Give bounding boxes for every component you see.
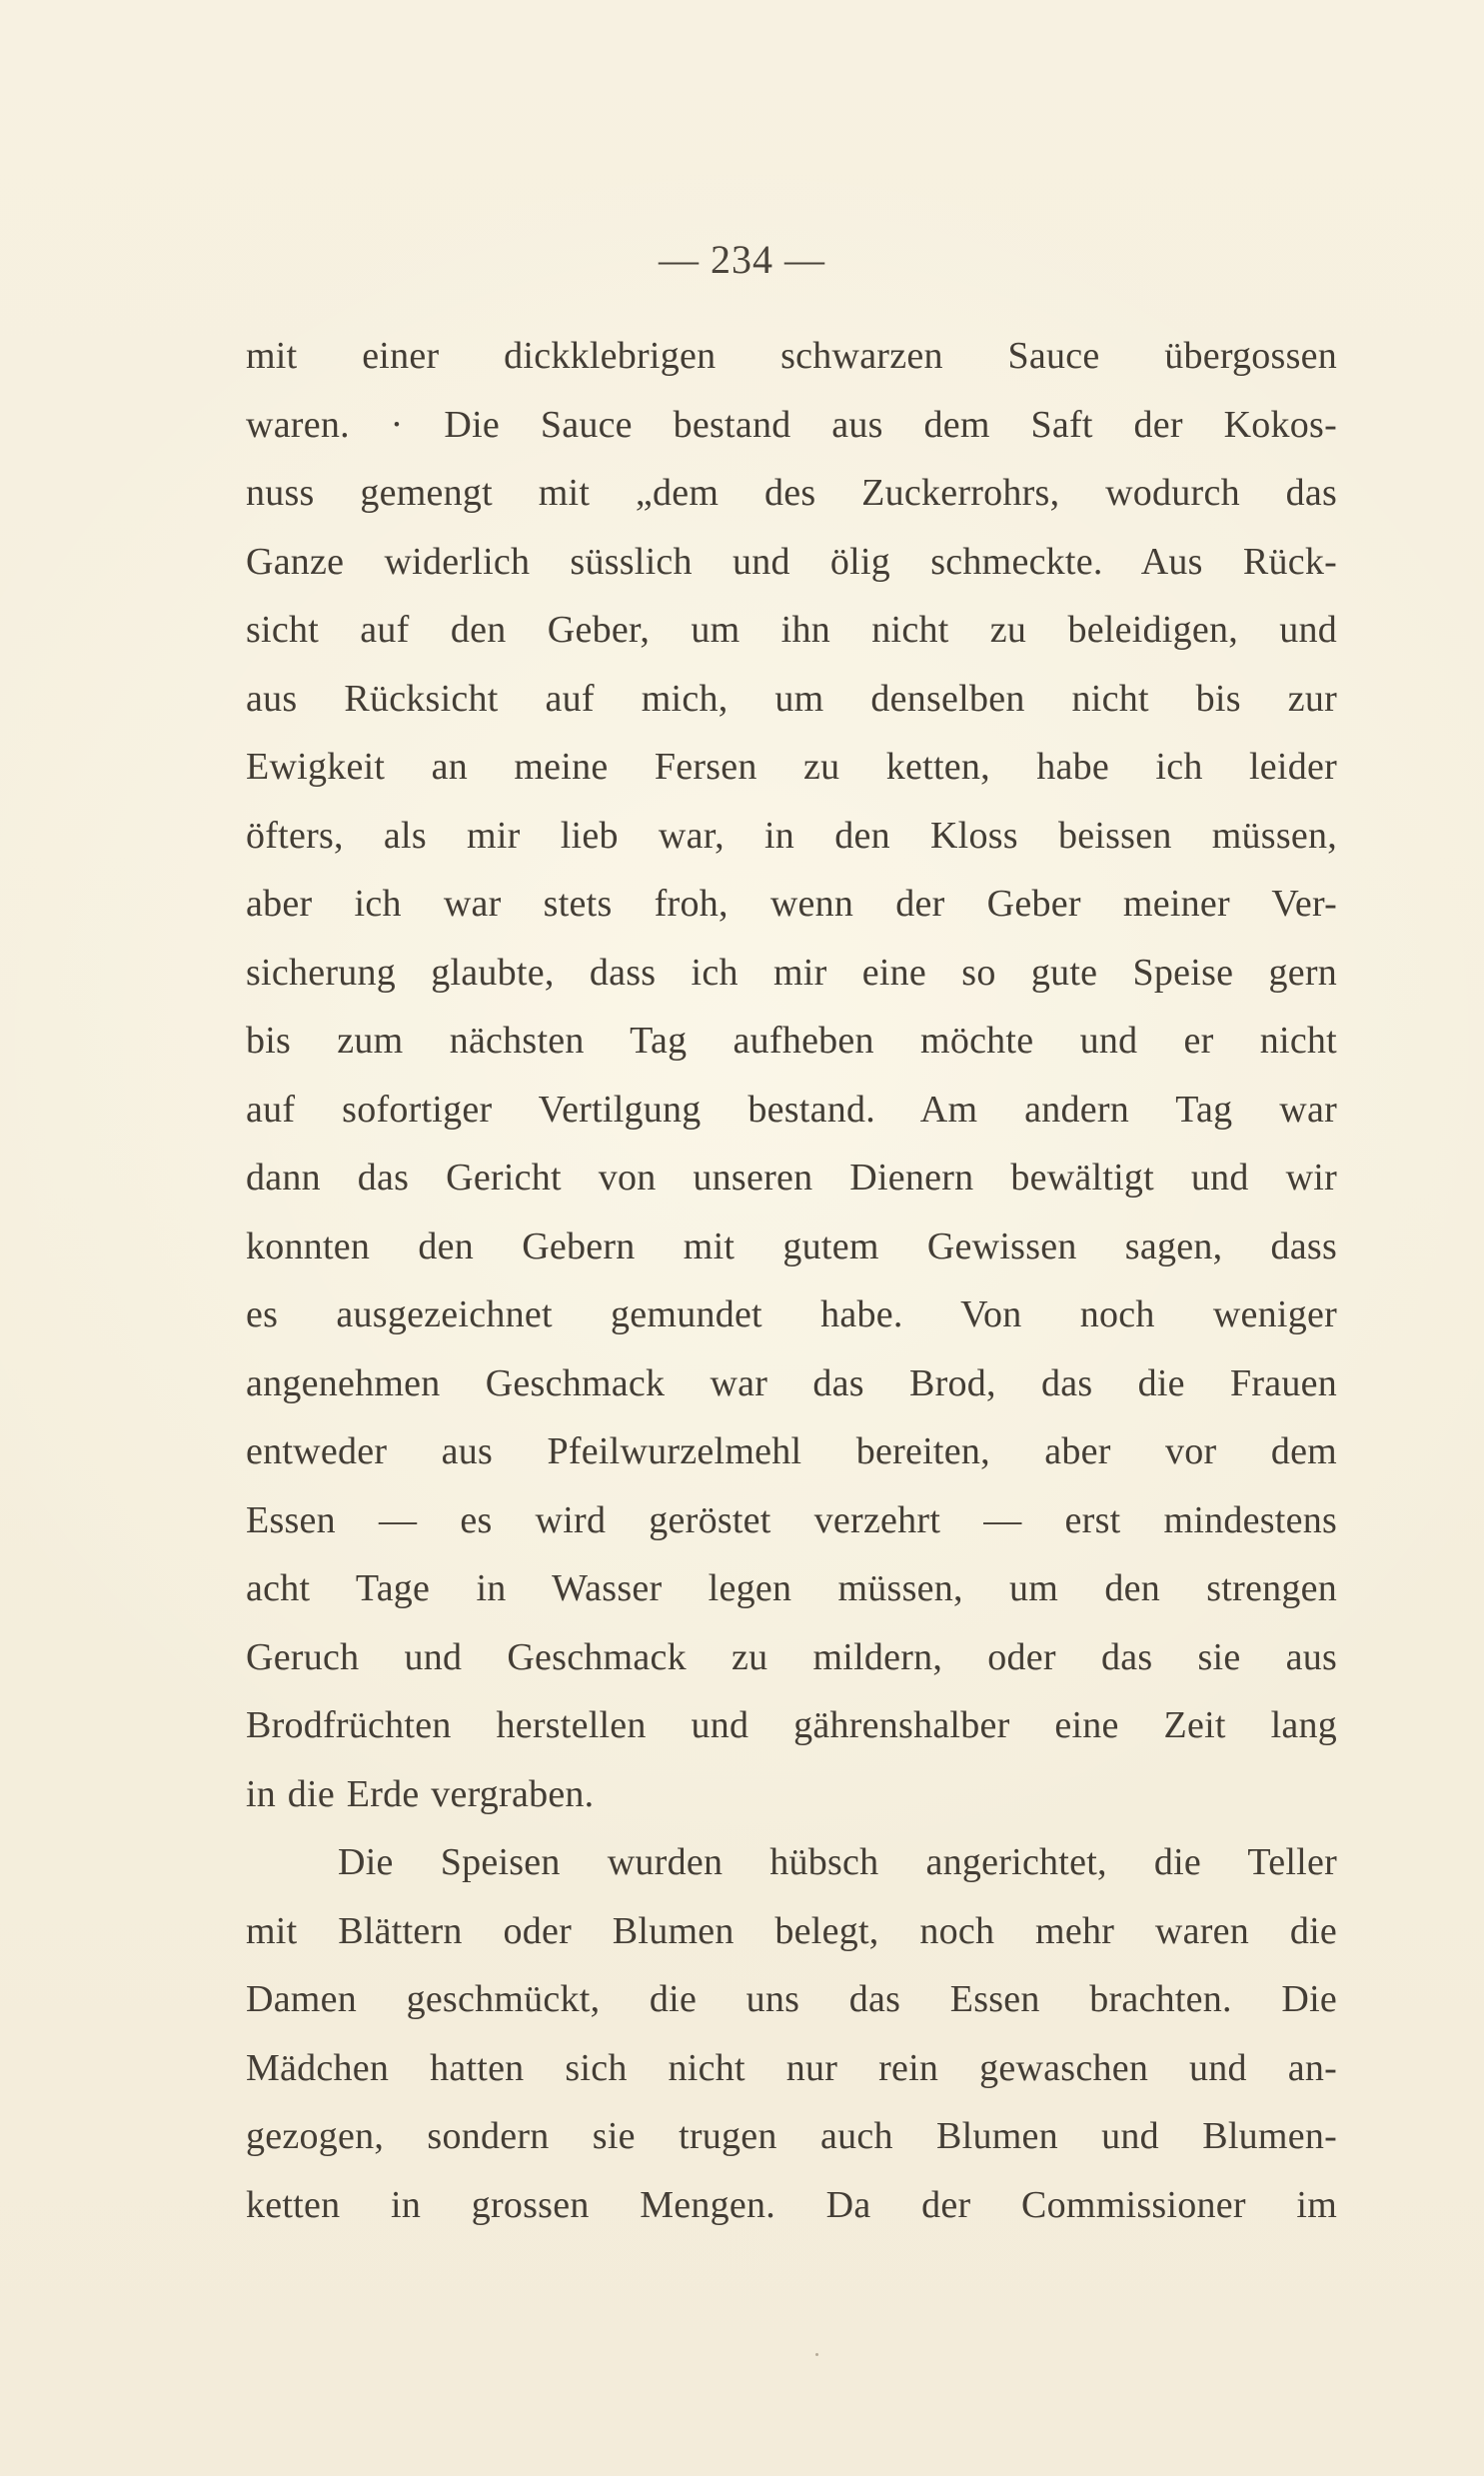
text-line: Geruch und Geschmack zu mildern, oder das sie aus [246, 1635, 1337, 1678]
text-line: mit Blättern oder Blumen belegt, noch mehr waren die [246, 1909, 1337, 1952]
text-line: acht Tage in Wasser legen müssen, um den strengen [246, 1567, 1337, 1609]
text-line: Brodfrüchten herstellen und gährenshalber eine Zeit lang [246, 1704, 1337, 1746]
text-line: ketten in grossen Mengen. Da der Commissioner im [246, 2183, 1337, 2226]
text-line: mit einer dickklebrigen schwarzen Sauce übergossen [246, 335, 1337, 377]
text-line: nuss gemengt mit „dem des Zuckerrohrs, wodurch das [246, 472, 1337, 514]
page-number: — 234 — [659, 237, 825, 282]
paragraph-2 [246, 1828, 1337, 2239]
text-line: angenehmen Geschmack war das Brod, das die Frauen [246, 1361, 1337, 1404]
text-line: öfters, als mir lieb war, in den Kloss beissen müssen, [246, 814, 1337, 857]
text-line: Essen — es wird geröstet verzehrt — erst mindestens [246, 1498, 1337, 1541]
body-text [246, 322, 1337, 2239]
text-line: bis zum nächsten Tag aufheben möchte und er nicht [246, 1020, 1337, 1062]
text-line: Ganze widerlich süsslich und ölig schmeckte. Aus Rück- [246, 540, 1337, 583]
text-line: Die Speisen wurden hübsch angerichtet, die Teller [338, 1841, 1337, 1883]
text-line: sicherung glaubte, dass ich mir eine so gute Speise gern [246, 951, 1337, 994]
text-line: aber ich war stets froh, wenn der Geber meiner Ver- [246, 883, 1337, 925]
text-line: entweder aus Pfeilwurzelmehl bereiten, aber vor dem [246, 1430, 1337, 1472]
text-line: es ausgezeichnet gemundet habe. Von noch weniger [246, 1293, 1337, 1335]
text-line: Mädchen hatten sich nicht nur rein gewaschen und an- [246, 2046, 1337, 2089]
text-line: Ewigkeit an meine Fersen zu ketten, habe ich leider [246, 746, 1337, 788]
paper-speck [815, 2353, 818, 2356]
text-line: dann das Gericht von unseren Dienern bewältigt und wir [246, 1157, 1337, 1199]
text-line: aus Rücksicht auf mich, um denselben nicht bis zur [246, 677, 1337, 720]
text-line: konnten den Gebern mit gutem Gewissen sagen, dass [246, 1225, 1337, 1267]
text-line: Damen geschmückt, die uns das Essen brachten. Die [246, 1978, 1337, 2020]
text-line: sicht auf den Geber, um ihn nicht zu beleidigen, und [246, 609, 1337, 651]
text-line: auf sofortiger Vertilgung bestand. Am andern Tag war [246, 1088, 1337, 1131]
text-line: gezogen, sondern sie trugen auch Blumen und Blumen- [246, 2115, 1337, 2157]
text-line: in die Erde vergraben. [246, 1772, 595, 1815]
text-line: waren. · Die Sauce bestand aus dem Saft der Kokos- [246, 403, 1337, 446]
paragraph-1 [246, 322, 1337, 1828]
